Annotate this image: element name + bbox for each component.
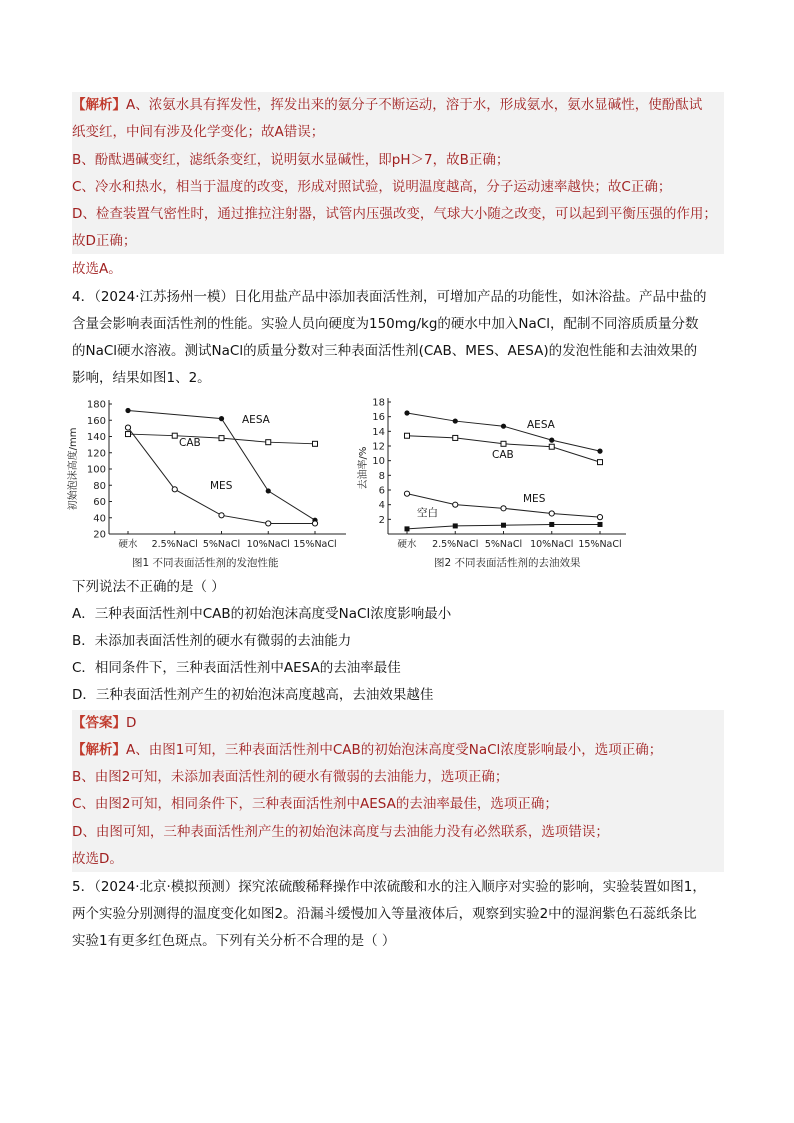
- y-tick-label: 16: [372, 412, 385, 424]
- analysis-tag: 【解析】: [72, 97, 126, 113]
- answer-tag: 【答案】: [72, 715, 126, 731]
- y-tick-label: 2: [378, 514, 385, 526]
- analysis-block-q3: [72, 92, 724, 254]
- series-label-MES: MES: [523, 493, 546, 505]
- figure-2-oil-removal-chart: [354, 394, 634, 552]
- analysis-line: 故D正确；: [72, 233, 137, 249]
- data-point: [549, 438, 554, 443]
- data-point: [501, 441, 506, 446]
- series-label-MES: MES: [210, 480, 233, 492]
- analysis-line: C、由图2可知，相同条件下，三种表面活性剂中AESA的去油率最佳，选项正确；: [72, 796, 558, 812]
- data-point: [125, 425, 130, 430]
- analysis-tag: 【解析】: [72, 742, 126, 758]
- option-b: B．未添加表面活性剂的硬水有微弱的去油能力: [72, 633, 352, 649]
- data-point: [405, 433, 410, 438]
- data-point: [598, 460, 603, 465]
- answer-value: D: [126, 715, 137, 731]
- y-tick-label: 80: [93, 480, 106, 492]
- y-tick-label: 140: [86, 432, 106, 443]
- y-tick-label: 14: [372, 426, 385, 438]
- data-point: [501, 506, 506, 511]
- series-label-CAB: CAB: [179, 437, 201, 449]
- data-point: [453, 502, 458, 507]
- question-4-line: 含量会影响表面活性剂的性能。实验人员向硬度为150mg/kg的硬水中加入NaCl，配制不同溶质质量分数: [72, 316, 699, 332]
- figure-2-caption: 图2 不同表面活性剂的去油效果: [434, 557, 581, 569]
- series-label-CAB: CAB: [492, 449, 514, 461]
- series-label-AESA: AESA: [527, 419, 555, 431]
- y-tick-label: 60: [93, 497, 106, 508]
- question-5-line: 5．（2024·北京·模拟预测）探究浓硫酸稀释操作中浓硫酸和水的注入顺序对实验的影响，实验装置如图1，: [72, 879, 706, 895]
- data-point: [501, 424, 506, 429]
- question-5-line: 两个实验分别测得的温度变化如图2。沿漏斗缓慢加入等量液体后，观察到实验2中的湿润紫色石蕊纸条比: [72, 906, 697, 922]
- data-point: [501, 523, 506, 528]
- analysis-line: 故选D。: [72, 851, 123, 867]
- data-point: [404, 410, 409, 415]
- x-tick-label: 5%NaCl: [484, 539, 523, 550]
- y-tick-label: 4: [378, 500, 385, 512]
- analysis-line: D、由图可知，三种表面活性剂产生的初始泡沫高度与去油能力没有必然联系，选项错误；: [72, 824, 609, 840]
- data-point: [549, 511, 554, 516]
- data-point: [597, 515, 602, 520]
- question-4-line: 影响，结果如图1、2。: [72, 370, 211, 386]
- data-point: [597, 449, 602, 454]
- y-axis-label: 初始泡沫高度/mm: [68, 427, 79, 511]
- option-c: C．相同条件下，三种表面活性剂中AESA的去油率最佳: [72, 660, 401, 676]
- y-axis-label: 去油率/%: [358, 446, 369, 490]
- y-tick-label: 18: [372, 397, 385, 409]
- series-line-MES: [128, 428, 315, 524]
- data-point: [549, 522, 554, 527]
- data-point: [453, 418, 458, 423]
- question-4-line: 的NaCl硬水溶液。测试NaCl的质量分数对三种表面活性剂(CAB、MES、AESA)的发泡性能和去油效果的: [72, 343, 698, 359]
- data-point: [266, 440, 271, 445]
- y-tick-label: 160: [86, 415, 106, 427]
- data-point: [549, 444, 554, 449]
- data-point: [312, 521, 317, 526]
- y-tick-label: 20: [93, 529, 106, 541]
- y-tick-label: 120: [86, 448, 106, 460]
- data-point: [266, 521, 271, 526]
- y-tick-label: 40: [93, 513, 106, 525]
- x-tick-label: 5%NaCl: [202, 539, 241, 550]
- figure-1-caption: 图1 不同表面活性剂的发泡性能: [132, 557, 279, 569]
- answer-block-q4: [72, 710, 724, 872]
- x-tick-label: 2.5%NaCl: [432, 539, 479, 550]
- option-a: A．三种表面活性剂中CAB的初始泡沫高度受NaCl浓度影响最小: [72, 606, 452, 622]
- series-label-AESA: AESA: [242, 414, 270, 426]
- analysis-line: B、由图2可知，未添加表面活性剂的硬水有微弱的去油能力，选项正确；: [72, 769, 509, 785]
- x-tick-label: 10%NaCl: [530, 539, 574, 550]
- y-tick-label: 6: [378, 485, 385, 497]
- analysis-line: B、酚酞遇碱变红，滤纸条变红，说明氨水显碱性，即pH＞7，故B正确；: [72, 152, 510, 168]
- y-tick-label: 100: [86, 464, 106, 476]
- x-tick-label: 15%NaCl: [293, 539, 337, 550]
- answer-line: [72, 713, 724, 733]
- data-point: [453, 523, 458, 528]
- figure-1-foam-chart: [64, 394, 354, 552]
- analysis-line: C、冷水和热水，相当于温度的改变，形成对照试验，说明温度越高，分子运动速率越快；故C正确；: [72, 179, 672, 195]
- data-point: [405, 526, 410, 531]
- question-4-line: 4．（2024·江苏扬州一模）日化用盐产品中添加表面活性剂，可增加产品的功能性，如沐浴盐。产品中盐的: [72, 289, 707, 305]
- x-tick-label: 2.5%NaCl: [151, 539, 198, 550]
- data-point: [219, 436, 224, 441]
- data-point: [172, 433, 177, 438]
- data-point: [313, 441, 318, 446]
- y-tick-label: 10: [372, 456, 385, 468]
- data-point: [126, 432, 131, 437]
- analysis-line: 【解析】A、浓氨水具有挥发性，挥发出来的氨分子不断运动，溶于水，形成氨水，氨水显碱性，使酚酞试: [72, 97, 703, 113]
- y-tick-label: 180: [86, 399, 106, 411]
- analysis-line: D、检查装置气密性时，通过推拉注射器，试管内压强改变，气球大小随之改变，可以起到平衡压强的作用；: [72, 206, 717, 222]
- analysis-line: 故选A。: [72, 261, 122, 277]
- question-5-line: 实验1有更多红色斑点。下列有关分析不合理的是（ ）: [72, 933, 396, 949]
- analysis-line: 纸变红，中间有涉及化学变化；故A错误；: [72, 124, 325, 140]
- data-point: [453, 435, 458, 440]
- data-point: [172, 487, 177, 492]
- data-point: [404, 491, 409, 496]
- data-point: [266, 488, 271, 493]
- data-point: [219, 513, 224, 518]
- question-4-stem: 下列说法不正确的是（ ）: [72, 579, 225, 595]
- x-tick-label: 硬水: [397, 539, 417, 550]
- y-tick-label: 12: [372, 441, 385, 453]
- x-tick-label: 10%NaCl: [246, 539, 290, 550]
- data-point: [125, 408, 130, 413]
- data-point: [598, 522, 603, 527]
- data-point: [219, 416, 224, 421]
- option-d: D．三种表面活性剂产生的初始泡沫高度越高，去油效果越佳: [72, 687, 434, 703]
- series-label-空白: 空白: [417, 507, 438, 519]
- analysis-line: 【解析】A、由图1可知，三种表面活性剂中CAB的初始泡沫高度受NaCl浓度影响最小，选项正确；: [72, 742, 663, 758]
- x-tick-label: 硬水: [118, 539, 138, 550]
- y-tick-label: 8: [378, 470, 385, 482]
- x-tick-label: 15%NaCl: [578, 539, 622, 550]
